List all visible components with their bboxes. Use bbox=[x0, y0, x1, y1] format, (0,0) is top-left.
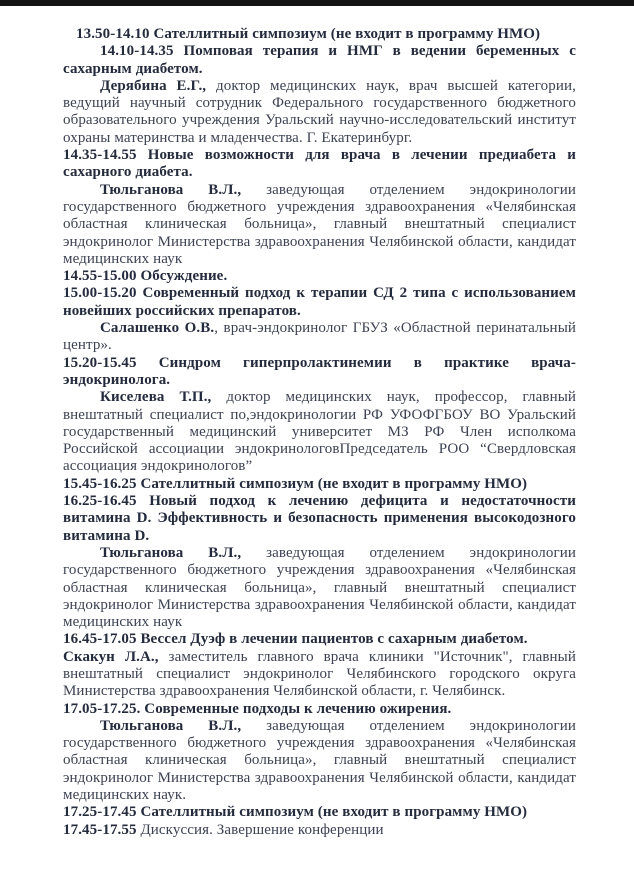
speaker-name: Салашенко О.В. bbox=[100, 320, 215, 337]
speaker-paragraph bbox=[63, 182, 576, 268]
speaker-credentials: заведующая отделением эндокринологии государственного бюджетного учреждения здравоохранения «Челябинская областная клиническая больница», главный внештатный специалист эндокринолог Министерства здравоохранения Челябинской области, кандидат медицинских наук. bbox=[63, 717, 576, 804]
speaker-paragraph bbox=[63, 718, 576, 804]
talk-heading-text: 15.00-15.20 Современный подход к терапии СД 2 типа с использованием новейших российских препаратов. bbox=[63, 285, 576, 319]
session-item bbox=[63, 268, 576, 285]
speaker-credentials: , врач-эндокринолог ГБУЗ «Областной перинатальный центр». bbox=[63, 320, 576, 354]
session-heading-text: 13.50-14.10 Сателлитный симпозиум (не входит в программу НМО) bbox=[76, 26, 541, 42]
talk-heading-text: 16.45-17.05 Вессел Дуэф в лечении пациентов с сахарным диабетом. bbox=[63, 631, 528, 648]
speaker-name: Дерябина Е.Г., bbox=[100, 77, 207, 94]
talk-heading-text: 15.20-15.45 Синдром гиперпролактинемии в практике врача-эндокринолога. bbox=[63, 354, 576, 388]
talk-heading bbox=[63, 147, 576, 182]
speaker-credentials: заведующая отделением эндокринологии государственного бюджетного учреждения здравоохранения «Челябинская областная клиническая больница», главный внештатный специалист эндокринолог Министерства здравоохранения Челябинской области, кандидат медицинских наук bbox=[63, 544, 576, 631]
speaker-name: Тюльганова В.Л., bbox=[100, 544, 242, 561]
session-heading bbox=[63, 476, 576, 493]
session-heading bbox=[63, 804, 576, 821]
speaker-credentials: доктор медицинских наук, профессор, главный внештатный специалист по,эндокринологии РФ УФОФГБОУ ВО Уральский государственный медицинский университет МЗ РФ Член исполкома Российской ассоциации эндокринологовПредседатель РОО “Свердловская ассоциация эндокринологов” bbox=[63, 389, 577, 475]
speaker-paragraph bbox=[63, 389, 576, 475]
speaker-paragraph bbox=[63, 320, 576, 355]
document-page bbox=[63, 26, 576, 839]
speaker-name: Киселева Т.П., bbox=[100, 389, 212, 406]
session-heading bbox=[63, 26, 576, 43]
speaker-name: Скакун Л.А., bbox=[63, 648, 159, 665]
talk-heading-text: 16.25-16.45 Новый подход к лечению дефицита и недостаточности витамина D. Эффективность и безопасность применения высокодозного витамина D. bbox=[63, 493, 576, 544]
closing-item-text: Дискуссия. Завершение конференции bbox=[136, 821, 384, 838]
session-item-text: 14.55-15.00 Обсуждение. bbox=[63, 268, 228, 285]
speaker-paragraph bbox=[63, 545, 576, 631]
session-heading-text: 17.25-17.45 Сателлитный симпозиум (не входит в программу НМО) bbox=[63, 804, 528, 821]
talk-heading-text: 14.35-14.55 Новые возможности для врача в лечении предиабета и сахарного диабета. bbox=[63, 147, 576, 181]
closing-item bbox=[63, 822, 576, 839]
speaker-paragraph bbox=[63, 78, 576, 147]
speaker-credentials: заведующая отделением эндокринологии государственного бюджетного учреждения здравоохранения «Челябинская областная клиническая больница», главный внештатный специалист эндокринолог Министерства здравоохранения Челябинской области, кандидат медицинских наук bbox=[63, 181, 576, 267]
talk-heading bbox=[63, 285, 576, 320]
talk-heading bbox=[63, 631, 576, 648]
speaker-credentials: доктор медицинских наук, врач высшей категории, ведущий научный сотрудник Федерального государственного бюджетного образовательного учреждения Уральский научно-исследовательский институт охраны материнства и младенчества. Г. Екатеринбург. bbox=[63, 77, 576, 146]
talk-heading bbox=[63, 355, 576, 390]
closing-item-time: 17.45-17.55 bbox=[63, 821, 137, 838]
speaker-paragraph bbox=[63, 649, 576, 701]
speaker-name: Тюльганова В.Л., bbox=[100, 181, 242, 198]
talk-heading bbox=[63, 43, 576, 78]
talk-heading-text: 14.10-14.35 Помповая терапия и НМГ в ведении беременных с сахарным диабетом. bbox=[63, 43, 576, 77]
talk-heading bbox=[63, 701, 576, 718]
speaker-credentials: заместитель главного врача клиники "Источник", главный внештатный специалист эндокринолог Челябинского городского округа Министерства здравоохранения Челябинской области, г. Челябинск. bbox=[63, 648, 576, 700]
page-top-edge bbox=[0, 0, 634, 6]
talk-heading bbox=[63, 493, 576, 545]
speaker-name: Тюльганова В.Л., bbox=[100, 717, 242, 734]
talk-heading-text: 17.05-17.25. Современные подходы к лечению ожирения. bbox=[63, 700, 452, 717]
session-heading-text: 15.45-16.25 Сателлитный симпозиум (не входит в программу НМО) bbox=[63, 475, 528, 492]
